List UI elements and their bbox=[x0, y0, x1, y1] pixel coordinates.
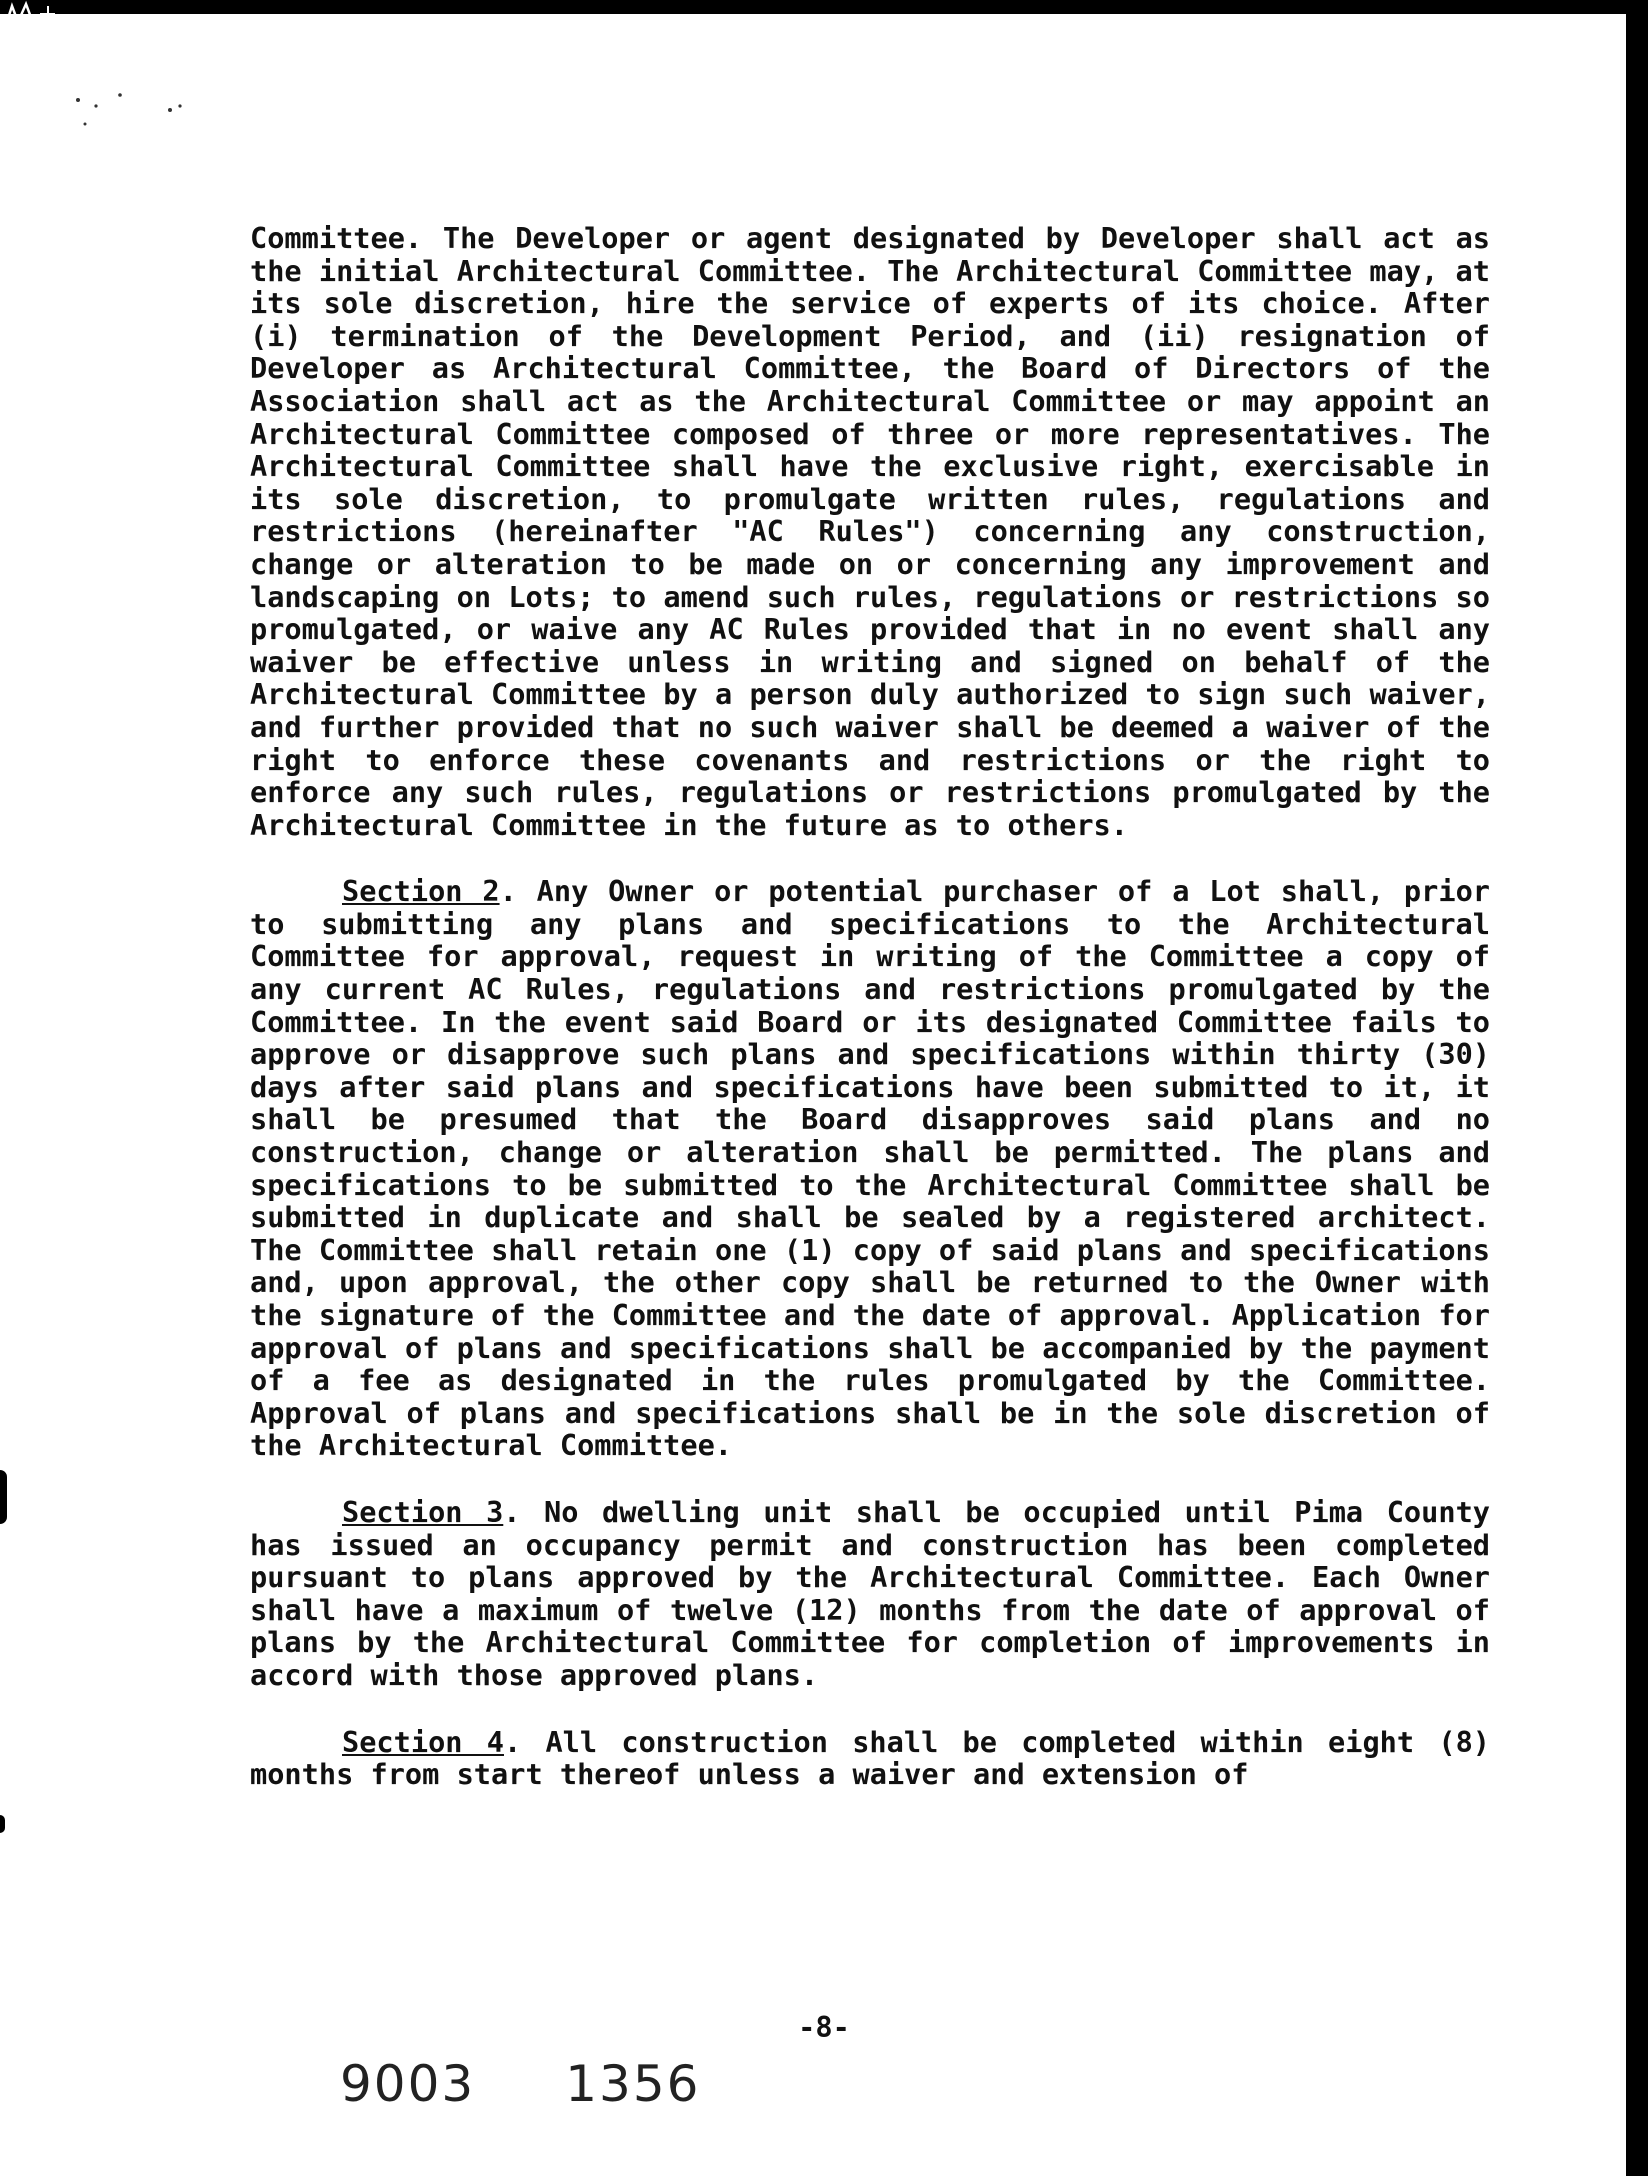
paragraph-text: Any Owner or potential purchaser of a Lot shall, prior to submitting any plans and specifications to the Architectural Committee for approval, request in writing of the Committee a copy of any current AC Rules, regulations and restrictions promulgated by the Committee. In the event said Board or its designated Committee fails to approve or disapprove such plans and specifications within thirty (30) days after said plans and specifications have been submitted to it, it shall be presumed that the Board disapproves said plans and no construction, change or alteration shall be permitted. The plans and specifications to be submitted to the Architectural Committee shall be submitted in duplicate and shall be sealed by a registered architect. The Committee shall retain one (1) copy of said plans and specifications and, upon approval, the other copy shall be returned to the Owner with the signature of the Committee and the date of approval. Application for approval of plans and specifications shall be accompanied by the payment of a fee as designated in the rules promulgated by the Committee. Approval of plans and specifications shall be in the sole discretion of the Architectural Committee. bbox=[250, 874, 1490, 1463]
section-heading: Section 3 bbox=[342, 1494, 504, 1529]
paragraph-text: All construction shall be completed within eight (8) months from start thereof unless a waiver and extension of bbox=[250, 1724, 1490, 1792]
page-number: -8- bbox=[798, 2010, 850, 2044]
paragraph-text: Committee. The Developer or agent designated by Developer shall act as the initial Architectural Committee. The Architectural Committee may, at its sole discretion, hire the service of experts of its choice. After (i) termination of the Development Period, and (ii) resignation of Developer as Architectural Committee, the Board of Directors of the Association shall act as the Architectural Committee or may appoint an Architectural Committee composed of three or more representatives. The Architectural Committee shall have the exclusive right, exercisable in its sole discretion, to promulgate written rules, regulations and restrictions (hereinafter "AC Rules") concerning any construction, change or alteration to be made on or concerning any improvement and landscaping on Lots; to amend such rules, regulations or restrictions so promulgated, or waive any AC Rules provided that in no event shall any waiver be effective unless in writing and signed on behalf of the Architectural Committee by a person duly authorized to sign such waiver, and further provided that no such waiver shall be deemed a waiver of the right to enforce these covenants and restrictions or the right to enforce any such rules, regulations or restrictions promulgated by the Architectural Committee in the future as to others. bbox=[250, 221, 1490, 842]
scan-edge-right bbox=[1626, 0, 1648, 2176]
scan-edge-mark bbox=[0, 1815, 5, 1833]
recording-number bbox=[340, 2055, 701, 2113]
paragraph-text: No dwelling unit shall be occupied until Pima County has issued an occupancy permit and construction has been completed pursuant to plans approved by the Architectural Committee. Each Owner shall have a maximum of twelve (12) months from the date of approval of plans by the Architectural Committee for completion of improvements in accord with those approved plans. bbox=[250, 1494, 1490, 1692]
paragraph-section-2 bbox=[250, 875, 1490, 1462]
scan-edge-top bbox=[0, 0, 1648, 14]
recording-number-right: 1356 bbox=[565, 2055, 701, 2113]
paragraph-section-3 bbox=[250, 1496, 1490, 1692]
section-heading-period: . bbox=[503, 1494, 521, 1529]
section-heading: Section 2 bbox=[342, 874, 500, 909]
paragraph-section-4 bbox=[250, 1726, 1490, 1791]
paragraph-continuation bbox=[250, 222, 1490, 841]
document-body bbox=[250, 222, 1490, 1791]
scan-edge-mark bbox=[0, 1470, 7, 1524]
section-heading-period: . bbox=[499, 874, 517, 909]
corner-scribble-mark bbox=[0, 0, 70, 30]
section-heading: Section 4 bbox=[342, 1724, 504, 1759]
scan-specks bbox=[70, 80, 240, 140]
section-heading-period: . bbox=[503, 1724, 522, 1759]
recording-number-left: 9003 bbox=[340, 2055, 476, 2113]
